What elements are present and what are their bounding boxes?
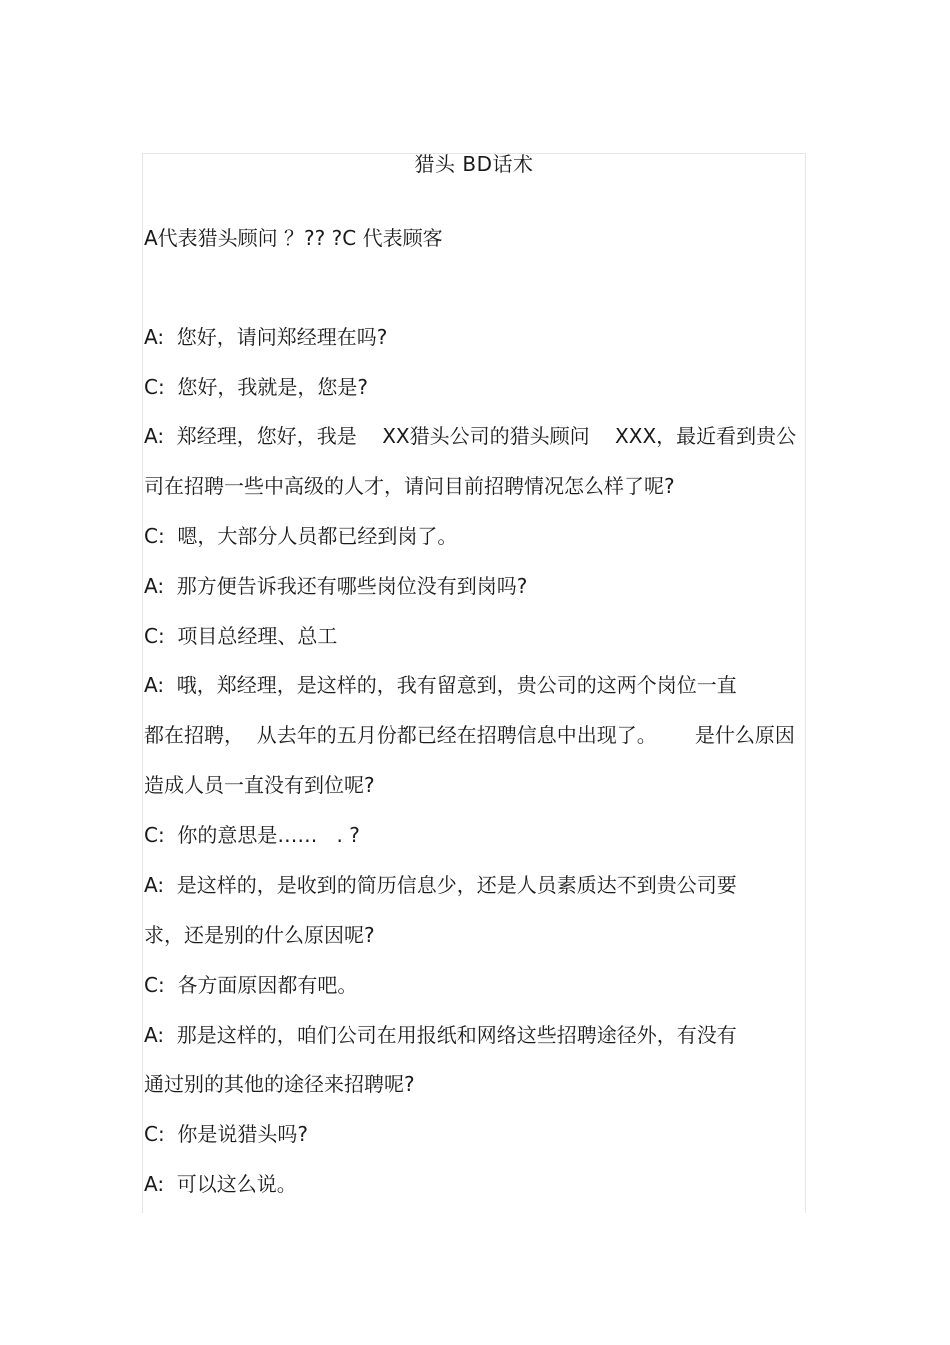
dialogue-line: C: 项目总经理、总工: [144, 624, 338, 648]
dialogue-line: C: 你是说猎头吗?: [144, 1122, 309, 1146]
document-title: 猎头 BD话术: [414, 152, 534, 176]
dialogue-line: 造成人员一直没有到位呢?: [144, 773, 375, 797]
dialogue-line: A: 可以这么说。: [144, 1172, 297, 1196]
dialogue-line: 司在招聘一些中高级的人才，请问目前招聘情况怎么样了呢?: [144, 474, 675, 498]
dialogue-line: 通过别的其他的途径来招聘呢?: [144, 1072, 415, 1096]
dialogue-line: C: 各方面原因都有吧。: [144, 973, 358, 997]
dialogue-line: A: 您好，请问郑经理在吗?: [144, 325, 388, 349]
dialogue-line: 求，还是别的什么原因呢?: [144, 923, 375, 947]
dialogue-line: A: 那是这样的，咱们公司在用报纸和网络这些招聘途径外，有没有: [144, 1023, 737, 1047]
dialogue-line: A: 郑经理，您好，我是 XX猎头公司的猎头顾问 XXX，最近看到贵公: [144, 424, 797, 448]
role-legend: A代表猎头顾问 ？?? ?C 代表顾客: [144, 226, 443, 250]
dialogue-line: C: 您好，我就是，您是?: [144, 375, 369, 399]
dialogue-line: C: 你的意思是…… . ?: [144, 823, 360, 847]
dialogue-line: A: 是这样的，是收到的简历信息少，还是人员素质达不到贵公司要: [144, 873, 737, 897]
dialogue-line: 都在招聘， 从去年的五月份都已经在招聘信息中出现了。 是什么原因: [144, 723, 795, 747]
dialogue-line: C: 嗯，大部分人员都已经到岗了。: [144, 524, 458, 548]
dialogue-line: A: 那方便告诉我还有哪些岗位没有到岗吗?: [144, 574, 528, 598]
dialogue-line: A: 哦，郑经理，是这样的，我有留意到，贵公司的这两个岗位一直: [144, 673, 737, 697]
